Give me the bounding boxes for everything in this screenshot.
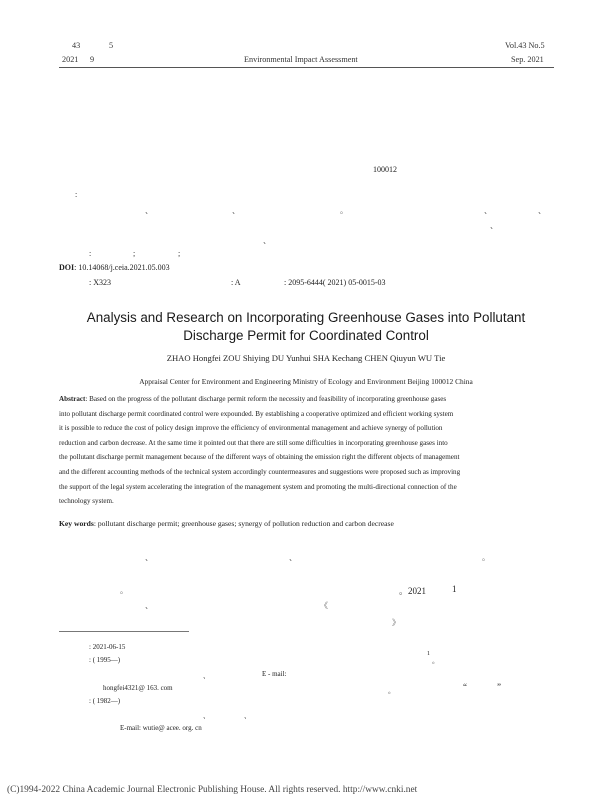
doi-label: DOI [59,263,75,272]
corresponding-birth-year: : ( 1982—) [89,697,121,705]
doi-value: : 10.14068/j.ceia.2021.05.003 [74,263,170,272]
abstract-line: technology system. [59,497,114,506]
abstract-block [59,392,554,509]
quote-close: ” [497,682,501,692]
punct-mark: 、 [538,206,546,215]
article-id: : 2095-6444( 2021) 05-0015-03 [284,278,386,287]
abstract-line: it is possible to reduce the cost of policy design improve the efficiency of environmental management and achieve synergy of pollution [59,424,443,433]
abstract-line: reduction and carbon decrease. At the same time it pointed out that there are still some difficulties in incorporating greenhouse gases into [59,438,448,447]
copyright-notice: (C)1994-2022 China Academic Journal Electronic Publishing House. All rights reserved. http://www.cnki.net [7,785,418,795]
title-line-2: Discharge Permit for Coordinated Control [183,328,429,343]
clc-number: : X323 [89,278,111,287]
keywords-label: Key words [59,519,94,528]
abstract-line: and the different accounting methods of the technical system accordingly countermeasures and suggestions were proposed such as improving [59,467,461,476]
email-label: E - mail: [262,670,287,678]
header-volume: 43 [72,41,81,50]
header-journal: Environmental Impact Assessment [244,55,358,64]
footnote-mark: 。 [388,687,395,695]
header-issue: 5 [109,41,114,50]
header-date-right: Sep. 2021 [511,55,544,64]
punct-mark: 、 [145,206,153,215]
footnote-rule [59,631,189,632]
body-bracket-close: 》 [392,618,400,627]
footnote-mark: 。 [432,657,439,665]
punct-mark: 、 [484,206,492,215]
author-birth-year: : ( 1995—) [89,656,121,664]
punct-mark: 、 [263,236,271,245]
body-year: 。2021 [399,586,427,596]
corresponding-email: E-mail: wutie@ acee. org. cn [120,724,202,732]
abstract-line: : Based on the progress of the pollutant discharge permit reform the necessity and feasibility of incorporating greenhouse gases [85,395,447,403]
body-bracket-open: 《 [320,601,328,610]
header-month: 9 [90,55,95,64]
abstract-cn-colon: : [75,190,78,199]
body-mark: 。 [482,553,490,562]
abstract-line: the pollutant discharge permit management because of the different ways of obtaining the emission right the different objects of management [59,453,460,462]
body-mark: 。 [120,586,128,595]
footnote-mark: 、 [203,672,210,680]
footnote-mark: 、 [203,712,210,720]
header-volume-right: Vol.43 No.5 [505,41,545,50]
header-year: 2021 [62,55,79,64]
keyword-separator: ; [133,249,136,258]
punct-mark: 、 [232,206,240,215]
body-mark: 、 [289,553,297,562]
received-date: : 2021-06-15 [89,643,126,651]
keyword-separator: : [89,249,92,258]
abstract-label: Abstract [59,395,86,403]
header-rule [59,67,554,68]
body-mark: 、 [145,601,153,610]
postcode: 100012 [373,165,397,174]
keywords-text: : pollutant discharge permit; greenhouse gases; synergy of pollution reduction and carbon decrease [93,519,394,528]
body-mark: 、 [145,553,153,562]
document-code: : A [231,278,241,287]
authors: ZHAO Hongfei ZOU Shiying DU Yunhui SHA Kechang CHEN Qiuyun WU Tie [166,353,446,363]
punct-mark: 、 [490,221,498,230]
keyword-separator: ; [178,249,181,258]
author-email: hongfei4321@ 163. com [103,684,173,692]
body-number: 1 [452,584,457,594]
abstract-line: into pollutant discharge permit coordinated control were expounded. By establishing a cooperative optimized and efficient working system [59,409,454,418]
quote-open: “ [463,682,467,692]
footnote-mark: 、 [244,712,251,720]
punct-mark: 。 [340,206,348,215]
affiliation: Appraisal Center for Environment and Engineering Ministry of Ecology and Environment Beijing 100012 China [139,377,473,386]
footnote-sup: 1 [427,651,430,657]
abstract-line: the support of the legal system accelerating the integration of the management system and promoting the multi-directional connection of the [59,482,457,491]
title-line-1: Analysis and Research on Incorporating Greenhouse Gases into Pollutant [86,310,526,325]
